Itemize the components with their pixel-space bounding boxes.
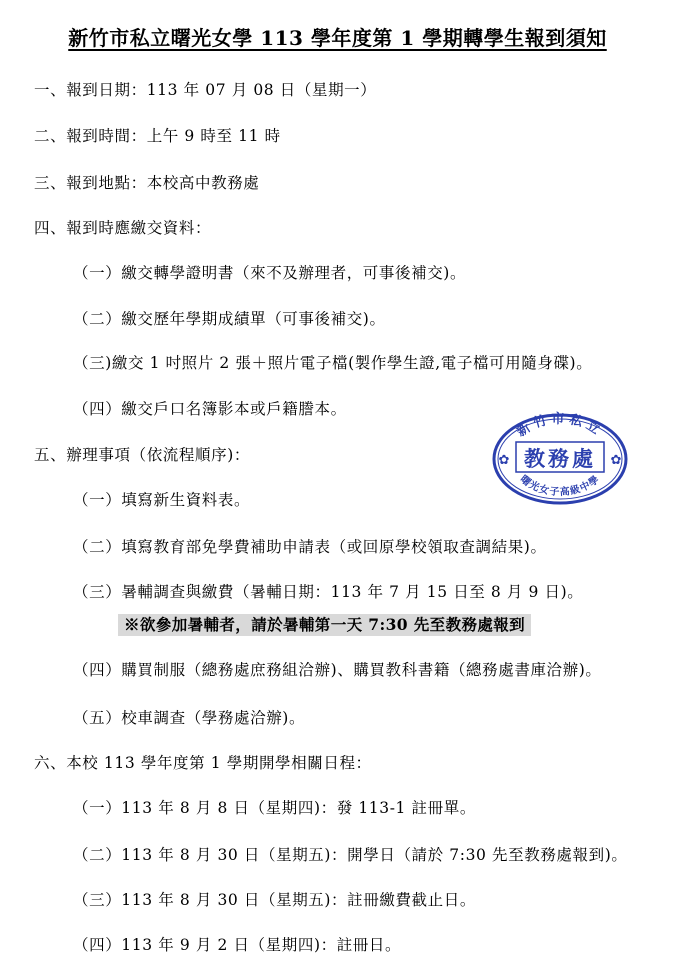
schedule-registration-day: （四）113 年 9 月 2 日（星期四)：註冊日。 xyxy=(73,936,402,954)
proc-school-bus: （五）校車調查（學務處洽辦)。 xyxy=(73,709,306,727)
item-schedule: 六、本校 113 學年度第 1 學期開學相關日程： xyxy=(34,754,372,772)
seal-right-flower-icon: ✿ xyxy=(610,453,622,468)
item-report-date: 一、報到日期：113 年 07 月 08 日（星期一） xyxy=(34,81,377,99)
page-title: 新竹市私立曙光女學 113 學年度第 1 學期轉學生報到須知 xyxy=(68,26,607,50)
item-report-location: 三、報到地點：本校高中教務處 xyxy=(34,174,260,192)
schedule-registration-form: （一）113 年 8 月 8 日（星期四)：發 113-1 註冊單。 xyxy=(73,799,476,817)
doc-transfer-certificate: （一）繳交轉學證明書（來不及辦理者，可事後補交)。 xyxy=(73,264,467,282)
svg-text:新竹市私立 xyxy=(514,411,606,440)
seal-top-text: 新竹市私立 xyxy=(514,412,606,440)
academic-affairs-seal xyxy=(490,409,630,505)
seal-center-text: 教務處 xyxy=(524,446,596,471)
doc-photos: （三)繳交 1 吋照片 2 張＋照片電子檔(製作學生證,電子檔可用隨身碟)。 xyxy=(73,354,593,372)
item-procedures: 五、辦理事項（依流程順序)： xyxy=(34,446,250,464)
doc-transcript: （二）繳交歷年學期成績單（可事後補交)。 xyxy=(73,310,386,328)
schedule-payment-deadline: （三）113 年 8 月 30 日（星期五)：註冊繳費截止日。 xyxy=(73,891,476,909)
proc-uniform-books: （四）購買制服（總務處庶務組洽辦)、購買教科書籍（總務處書庫洽辦)。 xyxy=(73,661,602,679)
proc-tuition-subsidy: （二）填寫教育部免學費補助申請表（或回原學校領取查調結果)。 xyxy=(73,538,547,556)
schedule-first-day: （二）113 年 8 月 30 日（星期五)：開學日（請於 7:30 先至教務處報到)。 xyxy=(73,846,628,864)
item-report-time: 二、報到時間：上午 9 時至 11 時 xyxy=(34,127,281,145)
seal-bottom-text: 曙光女子高級中學 xyxy=(517,473,603,499)
summer-class-note: ※欲參加暑輔者，請於暑輔第一天 7:30 先至教務處報到 xyxy=(118,614,531,636)
seal-left-flower-icon: ✿ xyxy=(498,453,510,468)
doc-household-register: （四）繳交戶口名簿影本或戶籍謄本。 xyxy=(73,400,347,418)
item-required-documents: 四、報到時應繳交資料： xyxy=(34,219,212,237)
proc-student-form: （一）填寫新生資料表。 xyxy=(73,491,251,509)
proc-summer-class: （三）暑輔調查與繳費（暑輔日期：113 年 7 月 15 日至 8 月 9 日)。 xyxy=(73,583,584,601)
